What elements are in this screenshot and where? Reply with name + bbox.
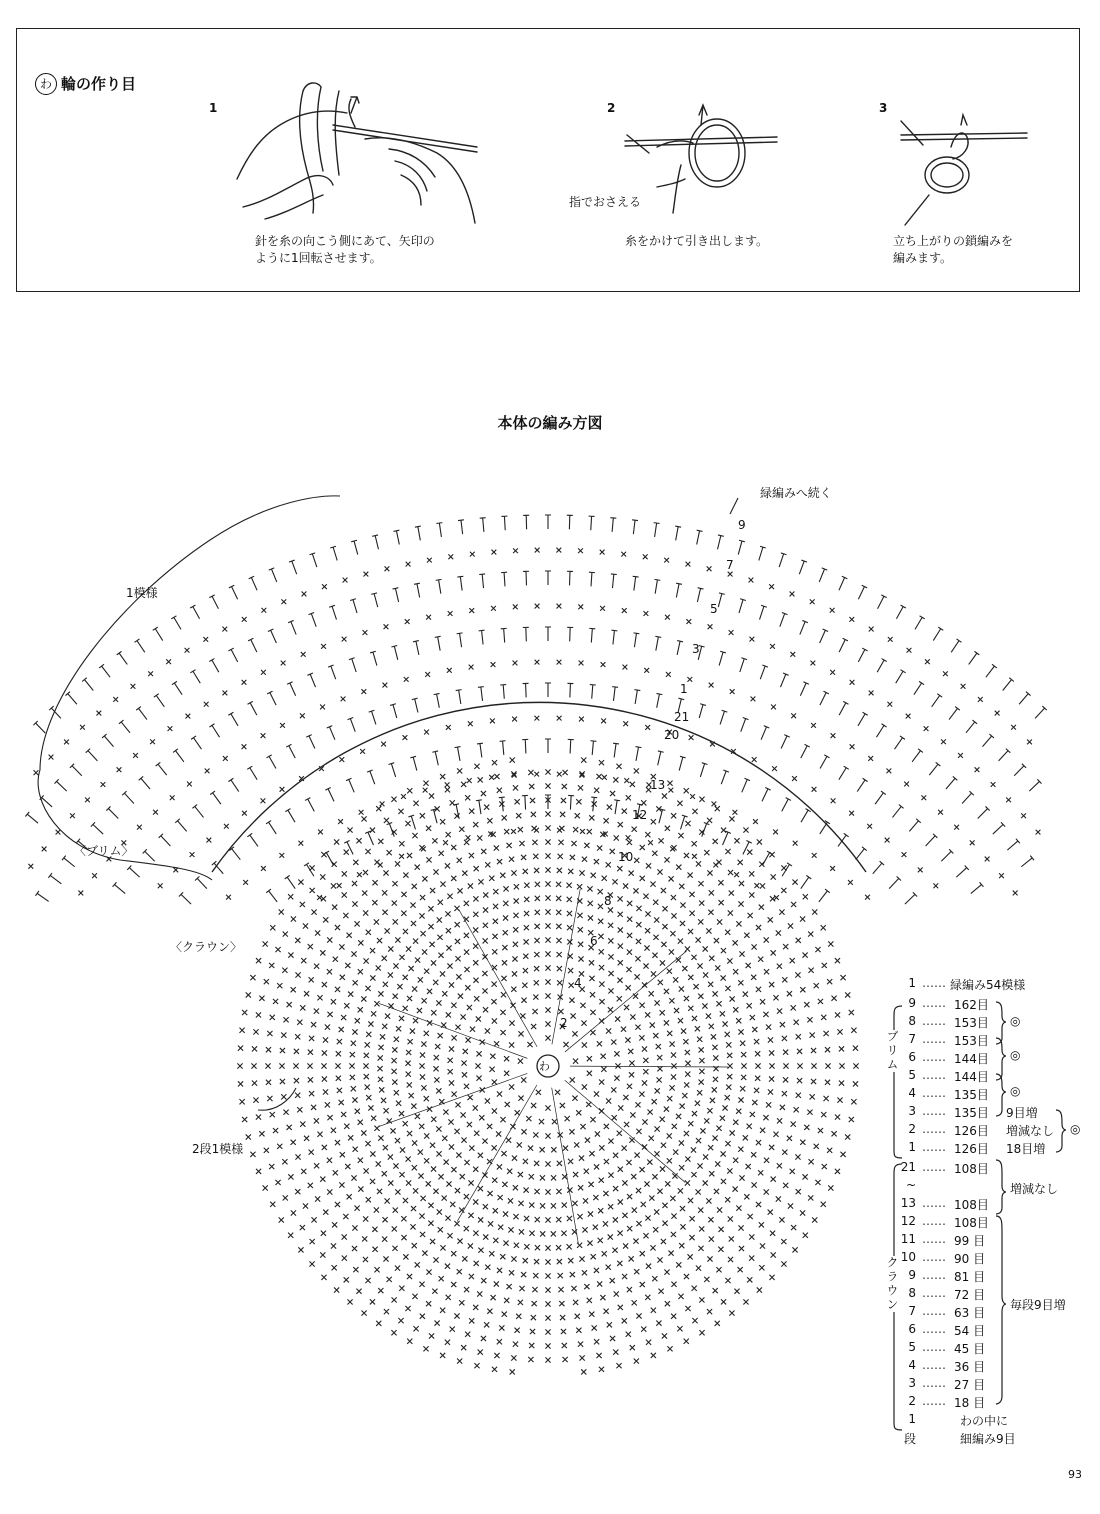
two-rows-pattern-label: 2段1模様 (192, 1142, 244, 1156)
step-1-number: 1 (209, 101, 218, 115)
step-3-number: 3 (879, 101, 888, 115)
marker-note: ◎ (1070, 1122, 1081, 1136)
legend-row: 7 …… 153目 (908, 1032, 989, 1048)
crown-row-number: 6 (590, 934, 598, 948)
brim-row-number: 5 (710, 602, 718, 616)
crown-no-change-note: 増減なし (1010, 1182, 1059, 1196)
continue-label: 緑編みへ続く (760, 486, 832, 500)
legend-row: 21 …… 108目 (900, 1160, 989, 1176)
brim-row-number: 3 (692, 642, 700, 656)
legend-row: 5 …… 45 目 (908, 1340, 986, 1356)
step-2-number: 2 (607, 101, 616, 115)
legend-row: 9 …… 81 目 (908, 1268, 986, 1284)
legend-row: 段 細編み9目 (903, 1432, 1016, 1446)
crown-label: 〈クラウン〉 (170, 940, 243, 954)
legend-row: 13 …… 108目 (900, 1196, 989, 1212)
step-1-caption: 針を糸の向こう側にあて、矢印の ように1回転させます。 (255, 234, 435, 265)
legend-row: 8 …… 72 目 (908, 1286, 986, 1302)
legend-row: 8 …… 153目 (908, 1014, 989, 1030)
marker-note: ◎ (1010, 1048, 1021, 1062)
legend-row: 1 …… 緑編み54模様 (908, 976, 1026, 992)
legend-row: 4 …… 135目 (908, 1086, 989, 1102)
legend-row: 12 …… 108目 (900, 1214, 989, 1230)
brim-label: 〈ブリム〉 (74, 844, 134, 858)
legend-row: 1 わの中に (908, 1412, 1009, 1428)
legend-row: 6 …… 144目 (908, 1050, 989, 1066)
crown-row-number: 12 (632, 808, 648, 822)
wa-badge: わ (35, 73, 57, 95)
legend-brackets (888, 976, 1088, 1456)
step-3-caption: 立ち上がりの鎖編みを 編みます。 (893, 234, 1014, 265)
crown-section-label: クラウン (885, 1256, 899, 1312)
brim-row-number: 7 (726, 558, 734, 572)
legend-row: 6 …… 54 目 (908, 1322, 986, 1338)
legend-row: 10 …… 90 目 (900, 1250, 986, 1266)
crown-each-row-note: 毎段9目増 (1010, 1298, 1066, 1312)
legend-row: 3 …… 135目 (908, 1104, 989, 1120)
step-2-label: 指でおさえる (569, 195, 642, 209)
legend-row: 9 …… 162目 (908, 996, 989, 1012)
legend-row: 4 …… 36 目 (908, 1358, 986, 1374)
diagram-title: 本体の編み方図 (497, 414, 603, 432)
stitch-count-legend (885, 976, 1088, 1446)
legend-row: 1 …… 126目 (908, 1140, 989, 1156)
brim-row-number: 1 (680, 682, 688, 696)
brim-row-number: 9 (738, 518, 746, 532)
crown-row-number: 13 (650, 778, 666, 792)
crown-row-number: 10 (618, 850, 634, 864)
brim-section-label: ブリム (885, 1030, 899, 1072)
marker-note: ◎ (1010, 1084, 1021, 1098)
legend-row: 7 …… 63 目 (908, 1304, 986, 1320)
step-2-caption: 糸をかけて引き出します。 (625, 234, 769, 248)
brim-row-number: 20 (664, 728, 680, 742)
brim-row-number: 21 (674, 710, 690, 724)
brim-no-change-note: 増減なし (1006, 1124, 1055, 1138)
legend-row: 5 …… 144目 (908, 1068, 989, 1084)
legend-row: 2 …… 126目 (908, 1122, 989, 1138)
brim-increase-18-note: 18目増 (1006, 1142, 1046, 1156)
crown-row-number: 8 (604, 894, 612, 908)
legend-row: ~ (905, 1178, 916, 1192)
legend-row: 2 …… 18 目 (908, 1394, 986, 1410)
brim-increase-9-note: 9目増 (1006, 1106, 1038, 1120)
page-number: 93 (1068, 1468, 1082, 1481)
legend-row: 11 …… 99 目 (900, 1232, 986, 1248)
marker-note: ◎ (1010, 1014, 1021, 1028)
crown-row-number: 2 (560, 1016, 568, 1030)
crown-row-number: 4 (574, 976, 582, 990)
legend-row: 3 …… 27 目 (908, 1376, 986, 1392)
center-ring-label: わ (539, 1060, 550, 1073)
one-pattern-label: 1模様 (126, 586, 158, 600)
box-title: 輪の作り目 (61, 75, 137, 93)
